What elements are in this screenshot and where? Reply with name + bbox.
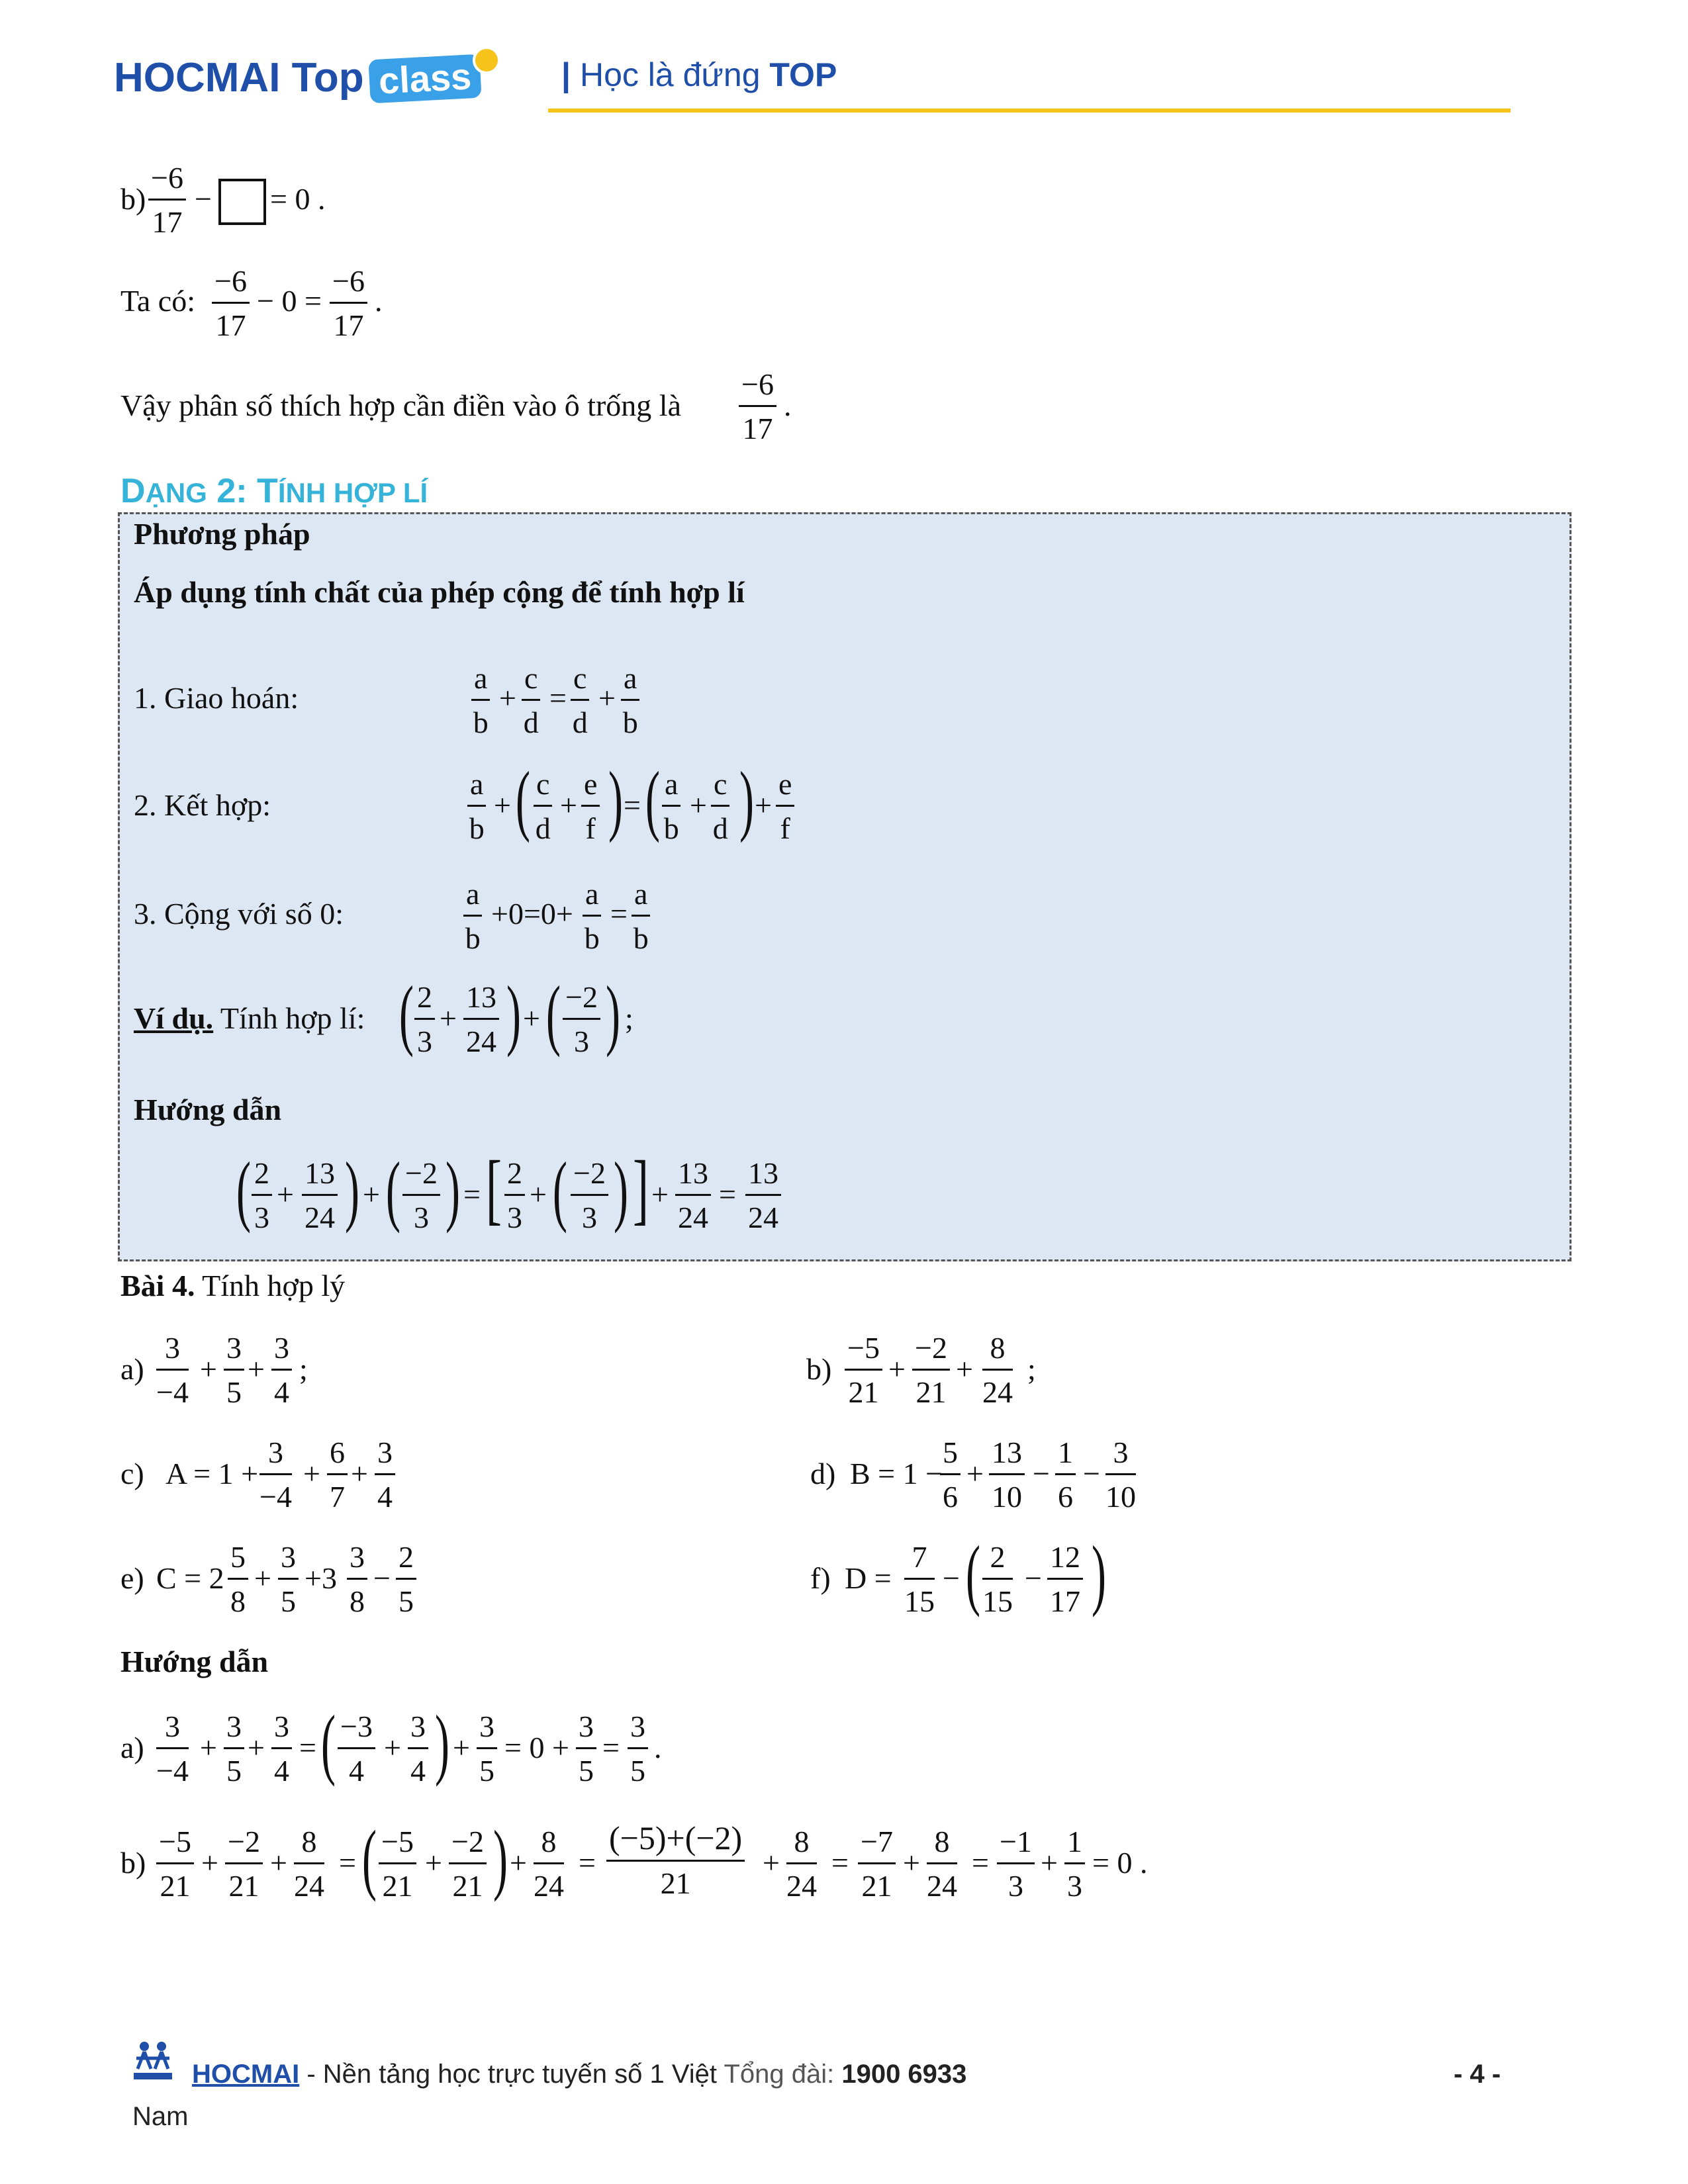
- minus: −: [1033, 1457, 1050, 1490]
- fraction: e f: [581, 769, 600, 844]
- equals: =: [831, 1846, 849, 1880]
- method-subtitle: Áp dụng tính chất của phép cộng để tính hợp lí: [134, 575, 745, 609]
- item-d-label: d): [810, 1457, 836, 1490]
- fraction: 3 4: [375, 1437, 395, 1512]
- conclusion-text: Vậy phân số thích hợp cần điền vào ô trống là: [120, 388, 682, 422]
- plus: +: [523, 1001, 540, 1035]
- A-equation: A = 1 +: [165, 1457, 259, 1490]
- fraction: −6 17: [148, 163, 186, 238]
- fraction: 8 24: [982, 1331, 1013, 1409]
- fraction: e f: [776, 769, 794, 844]
- fraction: 2 3: [504, 1158, 525, 1233]
- paren-close: ): [1091, 1529, 1106, 1617]
- fraction: c d: [534, 769, 552, 844]
- plus: +: [363, 1177, 380, 1211]
- fraction: 8 24: [534, 1825, 564, 1903]
- prop3-label: 3. Cộng với số 0:: [134, 897, 344, 931]
- fraction: c d: [711, 769, 729, 844]
- fraction: −6 17: [330, 266, 367, 341]
- logo-main-text: HOCMAI Top: [114, 55, 364, 101]
- plus: +: [499, 681, 516, 715]
- minus: −: [373, 1561, 391, 1595]
- bracket-close: ]: [632, 1144, 649, 1232]
- section-title: DẠNG 2: TÍNH HỢP LÍ: [120, 472, 428, 510]
- equals: =: [579, 1846, 596, 1880]
- paren-open: (: [320, 1699, 336, 1787]
- paren-close: ): [344, 1146, 359, 1234]
- bai4-heading: Bài 4. Tính hợp lý: [120, 1269, 346, 1302]
- plus: +: [560, 788, 577, 822]
- fraction: 3 4: [271, 1711, 292, 1786]
- fraction: 3 −4: [156, 1331, 189, 1409]
- plus: +: [598, 681, 616, 715]
- plus: +: [966, 1457, 984, 1490]
- minus-sign: −: [195, 182, 212, 216]
- paren-open: (: [545, 970, 561, 1058]
- item-e-label: e): [120, 1561, 144, 1595]
- fraction: −6 17: [739, 369, 776, 444]
- guide-a-label: a): [120, 1731, 144, 1764]
- equals: =: [610, 897, 628, 931]
- method-title: Phương pháp: [134, 517, 310, 551]
- equals-zero: = 0 .: [1092, 1846, 1148, 1880]
- fraction: 13 24: [675, 1158, 711, 1233]
- equals: =: [624, 788, 641, 822]
- hocmai-footer-logo-icon: [130, 2038, 176, 2085]
- logo-star-icon: [473, 46, 500, 74]
- hocmai-topclass-logo: [114, 54, 481, 101]
- plus: +: [510, 1846, 527, 1880]
- fraction: −5 21: [845, 1333, 882, 1408]
- paren-open: (: [552, 1146, 567, 1234]
- fraction: 3 5: [224, 1333, 244, 1408]
- prop2-label: 2. Kết hợp:: [134, 788, 271, 822]
- equals: =: [972, 1846, 989, 1880]
- D-equation: D =: [845, 1561, 892, 1595]
- paren-open: (: [645, 755, 660, 843]
- fraction: 3 5: [477, 1711, 497, 1786]
- fraction: 13 24: [302, 1158, 338, 1233]
- method-box: [118, 512, 1571, 1261]
- fraction: 12 17: [1047, 1542, 1083, 1617]
- equals: =: [463, 1177, 481, 1211]
- fraction: 3 5: [628, 1711, 648, 1786]
- fraction: −2 21: [449, 1827, 487, 1901]
- plus: +: [651, 1177, 669, 1211]
- period: .: [654, 1731, 662, 1764]
- paren-close: ): [445, 1146, 460, 1234]
- zero-part: +0=0+: [491, 897, 573, 931]
- fraction: 3 10: [1105, 1435, 1136, 1514]
- prop1-label: 1. Giao hoán:: [134, 681, 299, 715]
- item-a-label: a): [120, 1352, 144, 1386]
- plus: +: [270, 1846, 287, 1880]
- fraction: −1 3: [997, 1827, 1035, 1901]
- fraction: 3 4: [271, 1333, 292, 1408]
- paren-close: ): [506, 970, 521, 1058]
- plus: +: [384, 1731, 401, 1764]
- fraction: 7 15: [904, 1540, 935, 1618]
- minus: −: [1025, 1561, 1042, 1595]
- paren-close: ): [605, 970, 620, 1058]
- paren-close: ): [434, 1699, 449, 1787]
- blank-box: [218, 179, 266, 225]
- fraction: 13 24: [745, 1158, 781, 1233]
- fraction: 2 5: [396, 1542, 416, 1617]
- paren-open: (: [385, 1146, 400, 1234]
- page-number: - 4 -: [1454, 2060, 1501, 2089]
- minus: −: [943, 1561, 960, 1595]
- guide-b-label: b): [120, 1846, 146, 1880]
- fraction: c d: [522, 663, 540, 738]
- minus: −: [1083, 1457, 1100, 1490]
- fraction: −2 3: [571, 1158, 608, 1233]
- header-divider: [548, 109, 1511, 113]
- fraction: a b: [632, 879, 650, 954]
- plus: +: [888, 1352, 906, 1386]
- paren-open: (: [965, 1529, 980, 1617]
- plus: +: [1041, 1846, 1058, 1880]
- part-b-label: b): [120, 182, 146, 216]
- plus: +: [425, 1846, 442, 1880]
- fraction: −5 21: [156, 1827, 194, 1901]
- plus: +: [956, 1352, 973, 1386]
- logo-badge: class: [368, 54, 481, 104]
- fraction: −6 17: [212, 266, 250, 341]
- bracket-open: [: [485, 1144, 502, 1232]
- equals-zero: = 0 .: [270, 182, 326, 216]
- fraction: 2 3: [414, 982, 435, 1057]
- plus: +: [763, 1846, 780, 1880]
- plus: +: [200, 1731, 217, 1764]
- plus: +: [440, 1001, 457, 1035]
- plus: +: [755, 788, 772, 822]
- paren-open: (: [236, 1146, 251, 1234]
- fraction: 3 5: [278, 1542, 299, 1617]
- fraction: 1 3: [1064, 1827, 1085, 1901]
- bai4-guide-label: Hướng dẫn: [120, 1645, 269, 1678]
- plus: +: [248, 1731, 265, 1764]
- item-f-label: f): [810, 1561, 831, 1595]
- footer-nam: Nam: [132, 2102, 189, 2131]
- fraction: 3 4: [408, 1711, 428, 1786]
- plus: +: [453, 1731, 470, 1764]
- fraction: −2 3: [402, 1158, 440, 1233]
- semicolon: ;: [299, 1352, 308, 1386]
- plus-three: +3: [305, 1561, 337, 1595]
- equals: =: [339, 1846, 356, 1880]
- period: .: [784, 388, 792, 422]
- semicolon: ;: [1027, 1352, 1036, 1386]
- plus: +: [201, 1846, 218, 1880]
- plus: +: [351, 1457, 368, 1490]
- equals: =: [602, 1731, 620, 1764]
- fraction: 8 24: [927, 1825, 957, 1903]
- equals: =: [299, 1731, 316, 1764]
- item-c-label: c): [120, 1457, 144, 1490]
- B-equation: B = 1 −: [850, 1457, 943, 1490]
- tagline-bar: |: [561, 56, 571, 93]
- plus: +: [530, 1177, 547, 1211]
- fraction: a b: [471, 663, 490, 738]
- paren-close: ): [739, 755, 754, 843]
- plus: +: [303, 1457, 320, 1490]
- fraction: 13 24: [463, 982, 499, 1057]
- tagline-text: Học là đứng: [580, 56, 761, 93]
- plus: +: [277, 1177, 294, 1211]
- paren-open: (: [361, 1814, 377, 1902]
- item-b-label: b): [806, 1352, 832, 1386]
- C-equation: C = 2: [156, 1561, 224, 1595]
- semicolon: ;: [625, 1001, 633, 1035]
- taco-mid: − 0 =: [257, 284, 322, 318]
- paren-close: ): [613, 1146, 628, 1234]
- fraction: a b: [583, 879, 601, 954]
- footer-line: HOCMAI - Nền tảng học trực tuyến số 1 Việt Tổng đài: 1900 6933: [192, 2060, 967, 2089]
- fraction: 2 3: [252, 1158, 272, 1233]
- guide-label: Hướng dẫn: [134, 1093, 282, 1126]
- equals: =: [719, 1177, 736, 1211]
- plus: +: [903, 1846, 920, 1880]
- paren-open: (: [399, 970, 414, 1058]
- fraction: −2 21: [225, 1827, 263, 1901]
- fraction: 6 7: [327, 1437, 348, 1512]
- paren-close: ): [492, 1814, 508, 1902]
- fraction: a b: [621, 663, 639, 738]
- fraction: 8 24: [786, 1825, 817, 1903]
- fraction: 3 5: [576, 1711, 596, 1786]
- fraction: c d: [571, 663, 589, 738]
- fraction: 1 6: [1055, 1437, 1076, 1512]
- fraction: −7 21: [858, 1827, 896, 1901]
- footer-brand-link[interactable]: HOCMAI: [192, 2060, 300, 2089]
- example-label: Ví dụ. Tính hợp lí:: [134, 1001, 365, 1035]
- fraction: −2 21: [912, 1333, 950, 1408]
- fraction: 13 10: [989, 1437, 1025, 1512]
- fraction: 2 15: [982, 1540, 1013, 1618]
- plus: +: [254, 1561, 271, 1595]
- plus: +: [248, 1352, 265, 1386]
- fraction: (−5)+(−2) 21: [606, 1821, 745, 1899]
- tagline-bold: TOP: [769, 56, 837, 93]
- fraction: 5 8: [228, 1542, 248, 1617]
- fraction: 3 −4: [259, 1435, 292, 1514]
- fraction: −3 4: [338, 1711, 375, 1786]
- fraction: a b: [662, 769, 680, 844]
- header-tagline: [561, 56, 837, 94]
- fraction: −5 21: [379, 1827, 416, 1901]
- equals-zero-plus: = 0 +: [504, 1731, 569, 1764]
- fraction: 3 8: [347, 1542, 367, 1617]
- fraction: 3 −4: [156, 1709, 189, 1788]
- equals: =: [549, 681, 567, 715]
- taco-label: Ta có:: [120, 284, 196, 318]
- plus: +: [200, 1352, 217, 1386]
- fraction: a b: [463, 879, 482, 954]
- paren-open: (: [515, 755, 530, 843]
- period: .: [375, 284, 383, 318]
- plus: +: [494, 788, 511, 822]
- paren-close: ): [608, 755, 623, 843]
- fraction: −2 3: [563, 982, 600, 1057]
- fraction: 8 24: [294, 1825, 324, 1903]
- fraction: 5 6: [940, 1437, 961, 1512]
- fraction: a b: [467, 769, 486, 844]
- fraction: 3 5: [224, 1711, 244, 1786]
- plus: +: [690, 788, 707, 822]
